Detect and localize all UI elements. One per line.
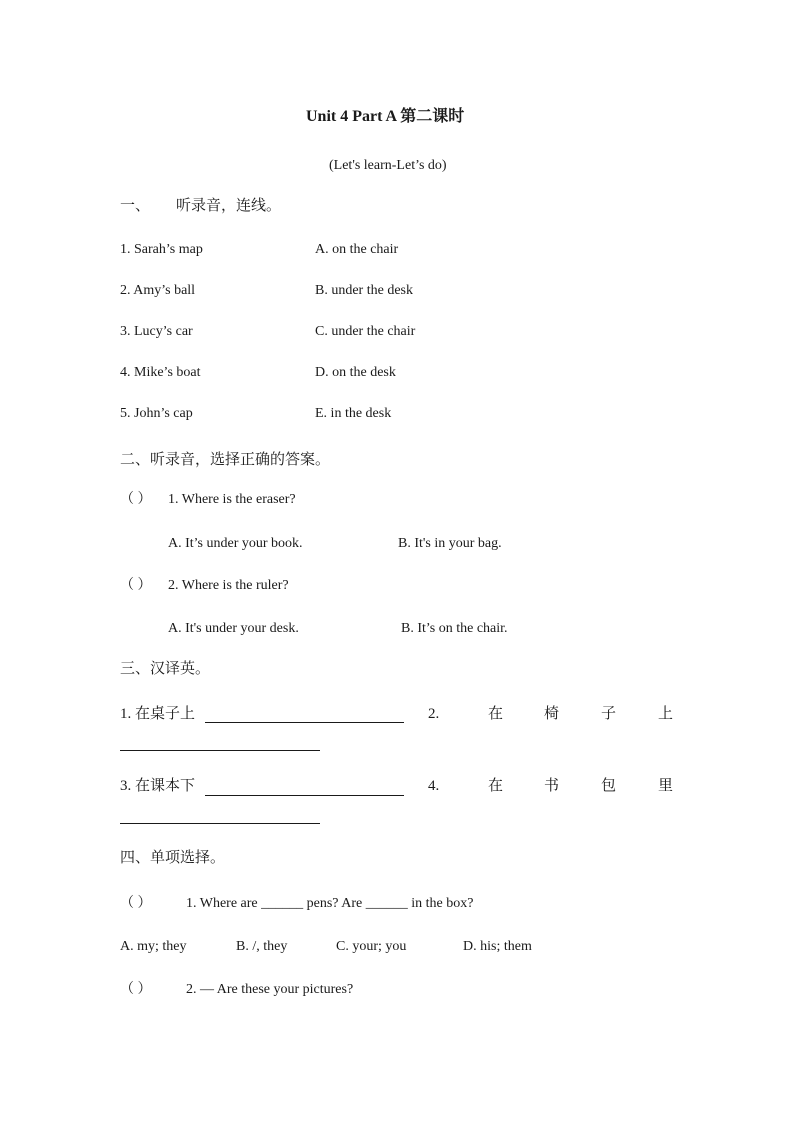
answer-line (120, 823, 320, 824)
question-text: 1. Where are ______ pens? Are ______ in the box? (186, 896, 474, 911)
question-text: 2. Where is the ruler? (168, 578, 289, 593)
question-text: 2. — Are these your pictures? (186, 982, 354, 997)
answer-bracket: （ ） (120, 492, 152, 507)
match-right-item: A. on the chair (315, 242, 399, 257)
match-left-item: 2. Amy’s ball (120, 283, 196, 298)
match-right-item: D. on the desk (315, 365, 396, 380)
match-right-item: E. in the desk (315, 406, 392, 421)
section1-heading: 听录音，连线。 (176, 198, 282, 214)
translate-item-number: 4. (428, 778, 440, 794)
match-left-item: 4. Mike’s boat (120, 365, 201, 380)
option-a: A. It's under your desk. (168, 621, 299, 636)
answer-line (205, 795, 404, 796)
translate-item-number: 2. (428, 706, 440, 722)
page-subtitle: (Let's learn-Let’s do) (329, 158, 447, 173)
answer-bracket: （ ） (120, 982, 152, 997)
option-b: B. It's in your bag. (398, 536, 502, 551)
answer-line (205, 722, 404, 723)
translate-char: 子 (601, 706, 617, 722)
option-a: A. It’s under your book. (168, 536, 303, 551)
match-right-item: B. under the desk (315, 283, 413, 298)
choice-option: C. your; you (336, 939, 407, 954)
question-text: 1. Where is the eraser? (168, 492, 296, 507)
translate-item: 3. 在课本下 (120, 778, 196, 794)
match-left-item: 5. John’s cap (120, 406, 193, 421)
translate-char: 包 (601, 778, 617, 794)
section3-heading: 三、汉译英。 (120, 661, 211, 677)
translate-char: 书 (544, 778, 560, 794)
choice-option: A. my; they (120, 939, 187, 954)
match-left-item: 3. Lucy’s car (120, 324, 193, 339)
translate-char: 上 (658, 706, 674, 722)
answer-line (120, 750, 320, 751)
option-b: B. It’s on the chair. (401, 621, 508, 636)
translate-char: 里 (658, 778, 674, 794)
section1-heading-number: 一、 (120, 198, 151, 214)
match-left-item: 1. Sarah’s map (120, 242, 203, 257)
match-right-item: C. under the chair (315, 324, 416, 339)
section2-heading: 二、听录音，选择正确的答案。 (120, 452, 331, 468)
answer-bracket: （ ） (120, 578, 152, 593)
choice-option: D. his; them (463, 939, 532, 954)
answer-bracket: （ ） (120, 896, 152, 911)
section4-heading: 四、单项选择。 (120, 850, 226, 866)
choice-option: B. /, they (236, 939, 288, 954)
translate-char: 在 (488, 778, 504, 794)
translate-char: 椅 (544, 706, 560, 722)
translate-item: 1. 在桌子上 (120, 706, 196, 722)
page-title: Unit 4 Part A 第二课时 (306, 108, 465, 125)
translate-char: 在 (488, 706, 504, 722)
